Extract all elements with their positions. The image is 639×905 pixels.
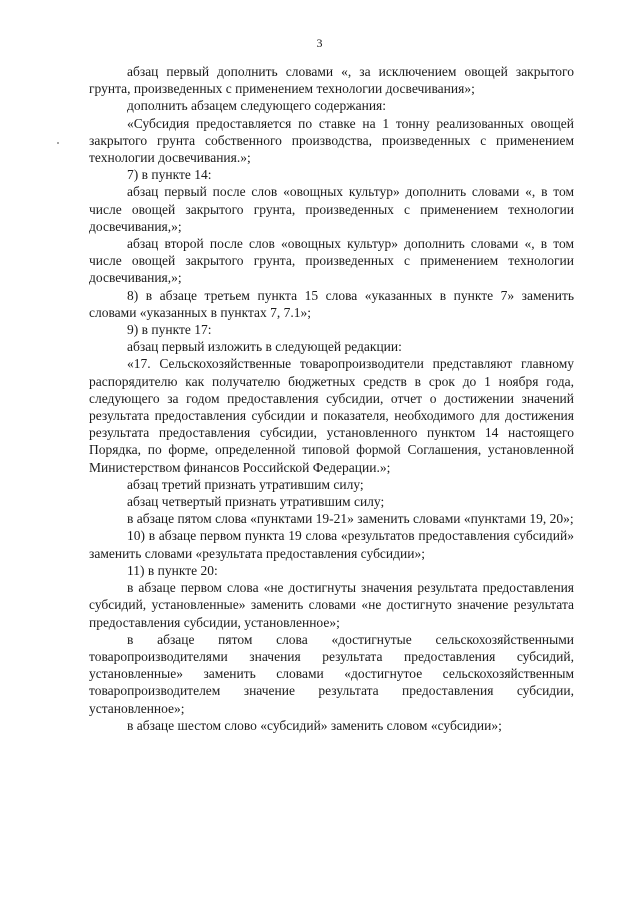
paragraph-6: абзац второй после слов «овощных культур» дополнить словами «, в том числе овощей закрытого грунта, произведенных с применением технологии досвечивания,»;: [89, 236, 574, 286]
paragraph-13: в абзаце пятом слова «пунктами 19-21» заменить словами «пунктами 19, 20»;: [127, 511, 574, 527]
paragraph-10: «17. Сельскохозяйственные товаропроизводители представляют главному распорядителю как получателю бюджетных средств в срок до 1 ноября года, следующего за годом предоставления субсидии, отчет о достижении значений результата предоставления субсидии и показателя, необходимого для достижения результата предоставления субсидии, установленного пунктом 14 настоящего Порядка, по форме, определенной типовой формой Соглашения, установленной Министерством финансов Российской Федерации.»;: [89, 356, 574, 475]
paragraph-7: 8) в абзаце третьем пункта 15 слова «указанных в пункте 7» заменить словами «указанных в пунктах 7, 7.1»;: [89, 287, 574, 320]
paragraph-15: 11) в пункте 20:: [127, 562, 218, 578]
paragraph-11: абзац третий признать утратившим силу;: [127, 476, 364, 492]
paragraph-16: в абзаце первом слова «не достигнуты значения результата предоставления субсидий, установленные» заменить словами «не достигнуто значение результата предоставления субсидии, установленное»;: [89, 580, 574, 630]
paragraph-12: абзац четвертый признать утратившим силу;: [127, 494, 385, 510]
page-number: 3: [316, 36, 323, 50]
paragraph-1: абзац первый дополнить словами «, за исключением овощей закрытого грунта, произведенных с применением технологии досвечивания»;: [89, 64, 574, 97]
paragraph-17: в абзаце пятом слова «достигнутые сельскохозяйственными товаропроизводителями значения результата предоставления субсидий, установленные» заменить словами «достигнутое сельскохозяйственным товаропроизводителем значение результата предоставления субсидии, установленное»;: [89, 631, 574, 716]
document-body: [89, 63, 574, 734]
paragraph-18: в абзаце шестом слово «субсидий» заменить словом «субсидии»;: [127, 717, 502, 733]
paragraph-9: абзац первый изложить в следующей редакции:: [127, 339, 402, 355]
paragraph-2: дополнить абзацем следующего содержания:: [127, 98, 387, 114]
paragraph-3: «Субсидия предоставляется по ставке на 1 тонну реализованных овощей закрытого грунта собственного производства, произведенных с применением технологии досвечивания.»;: [89, 115, 574, 166]
paragraph-14: 10) в абзаце первом пункта 19 слова «результатов предоставления субсидий» заменить словами «результата предоставления субсидии»;: [89, 528, 574, 561]
paragraph-5: абзац первый после слов «овощных культур» дополнить словами «, в том числе овощей закрытого грунта, произведенных с применением технологии досвечивания,»;: [89, 184, 574, 234]
paragraph-4: 7) в пункте 14:: [127, 167, 212, 183]
scan-speck: [57, 142, 59, 144]
paragraph-8: 9) в пункте 17:: [127, 322, 212, 338]
